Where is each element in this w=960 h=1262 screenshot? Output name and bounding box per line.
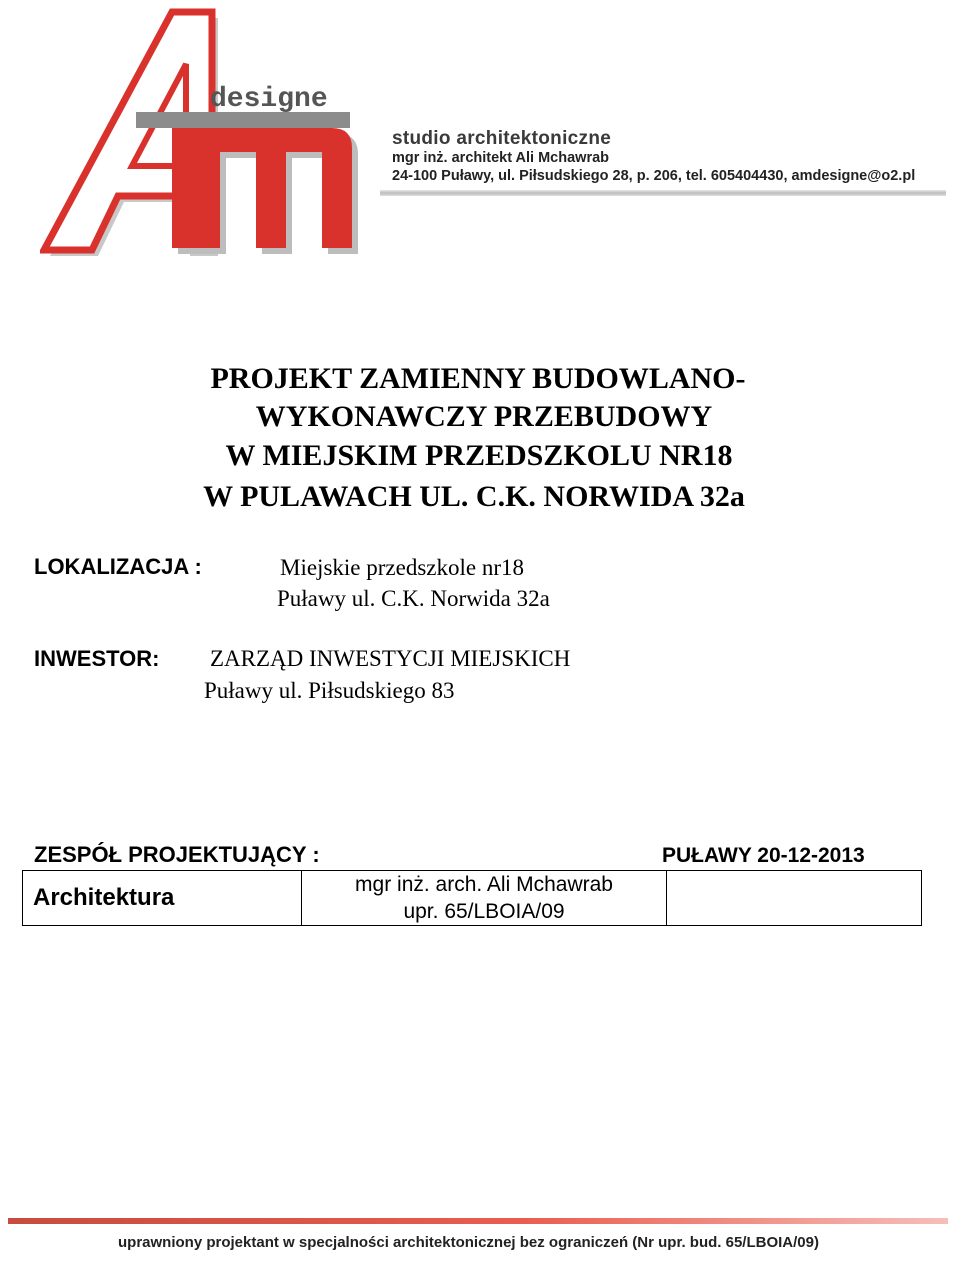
location-label: LOKALIZACJA :	[34, 554, 202, 579]
discipline-cell: Architektura	[23, 871, 302, 926]
place-date: PUŁAWY 20-12-2013	[662, 844, 865, 867]
table-row	[23, 871, 922, 926]
designer-license: upr. 65/LBOIA/09	[403, 900, 565, 923]
footer-divider	[8, 1218, 948, 1224]
title-line-4: W PULAWACH UL. C.K. NORWIDA 32a	[203, 480, 745, 513]
title-line-3: W MIEJSKIM PRZEDSZKOLU NR18	[225, 439, 733, 472]
title-line-2: WYKONAWCZY PRZEBUDOWY	[255, 400, 713, 433]
investor-line-1: ZARZĄD INWESTYCJI MIEJSKICH	[210, 646, 571, 671]
team-table	[22, 870, 922, 926]
location-line-2: Puławy ul. C.K. Norwida 32a	[277, 586, 550, 611]
team-label: ZESPÓŁ PROJEKTUJĄCY :	[34, 842, 320, 867]
am-designe-logo	[40, 6, 360, 256]
studio-address: 24-100 Puławy, ul. Piłsudskiego 28, p. 206, tel. 605404430, amdesigne@o2.pl	[392, 168, 916, 184]
location-line-1: Miejskie przedszkole nr18	[280, 555, 524, 580]
studio-architect: mgr inż. architekt Ali Mchawrab	[392, 150, 610, 166]
title-line-1: PROJEKT ZAMIENNY BUDOWLANO-	[210, 362, 746, 395]
studio-name: studio architektoniczne	[392, 128, 612, 149]
logo-brand-word: designe	[210, 84, 328, 115]
header-divider	[380, 190, 946, 196]
designer-name: mgr inż. arch. Ali Mchawrab	[355, 873, 613, 896]
designer-cell	[301, 871, 666, 926]
logo-m	[172, 128, 352, 248]
footer-text: uprawniony projektant w specjalności architektonicznej bez ograniczeń (Nr upr. bud. 65/LBOIA/09)	[118, 1234, 819, 1251]
signature-cell	[667, 871, 922, 926]
investor-label: INWESTOR:	[34, 646, 160, 671]
investor-line-2: Puławy ul. Piłsudskiego 83	[204, 678, 455, 703]
